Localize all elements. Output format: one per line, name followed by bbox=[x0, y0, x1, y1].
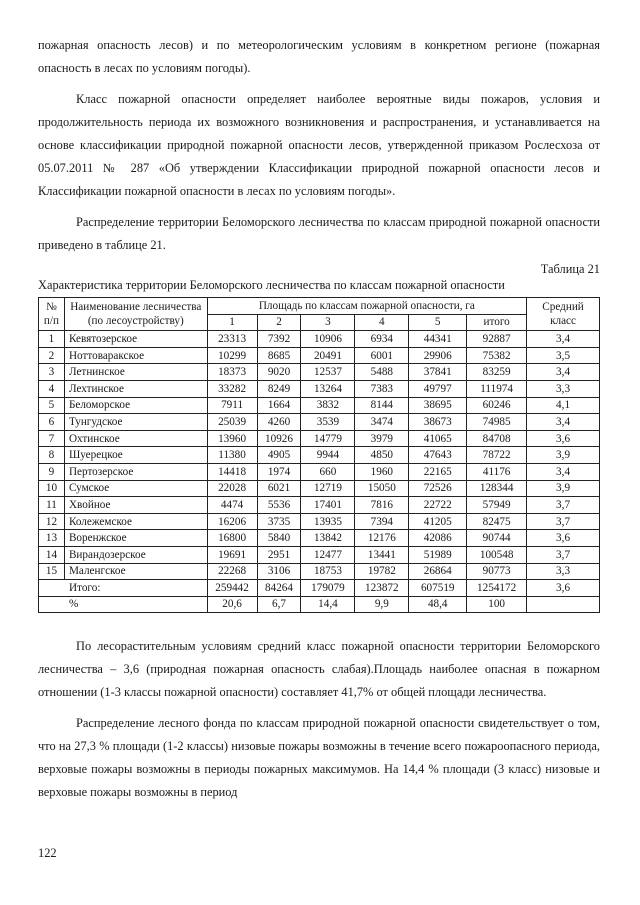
cell-avg: 3,6 bbox=[527, 430, 600, 447]
cell-total: 128344 bbox=[467, 480, 527, 497]
cell-c3: 18753 bbox=[301, 563, 355, 580]
summary-c1: 259442 bbox=[207, 580, 257, 597]
cell-c2: 3735 bbox=[257, 513, 301, 530]
table-row bbox=[39, 530, 600, 547]
paragraph-distribution: Распределение территории Беломорского лесничества по классам природной пожарной опасности приведено в таблице 21. bbox=[38, 215, 600, 252]
cell-c3: 3539 bbox=[301, 414, 355, 431]
table-row bbox=[39, 347, 600, 364]
cell-total: 82475 bbox=[467, 513, 527, 530]
table-row bbox=[39, 397, 600, 414]
cell-c4: 6934 bbox=[355, 331, 409, 348]
forestry-name: Колежемское bbox=[64, 513, 207, 530]
cell-c3: 20491 bbox=[301, 347, 355, 364]
forestry-name: Тунгудское bbox=[64, 414, 207, 431]
cell-c1: 18373 bbox=[207, 364, 257, 381]
summary-c2: 84264 bbox=[257, 580, 301, 597]
paragraph-intro-continuation: пожарная опасность лесов) и по метеорологическим условиям в конкретном регионе (пожарная опасность в лесах по условиям погоды). bbox=[38, 38, 600, 75]
header-forestry-name: Наименование лесничества (по лесоустройству) bbox=[64, 298, 207, 331]
cell-c2: 5840 bbox=[257, 530, 301, 547]
table-row bbox=[39, 546, 600, 563]
cell-total: 74985 bbox=[467, 414, 527, 431]
cell-c2: 4260 bbox=[257, 414, 301, 431]
cell-c3: 3832 bbox=[301, 397, 355, 414]
cell-c1: 4474 bbox=[207, 497, 257, 514]
cell-avg: 3,7 bbox=[527, 546, 600, 563]
row-number: 9 bbox=[39, 463, 65, 480]
table-row bbox=[39, 447, 600, 464]
cell-c3: 14779 bbox=[301, 430, 355, 447]
cell-c2: 7392 bbox=[257, 331, 301, 348]
cell-c1: 25039 bbox=[207, 414, 257, 431]
paragraph-fire-class: Класс пожарной опасности определяет наиболее вероятные виды пожаров, условия и продолжительность периода их возможного возникновения и распространения, и устанавливается на основе классификации природной пожарной опасности лесов, утвержденной приказом Рослесхоза от 05.07.2011 № 287 «Об утверждении Классификации природной пожарной опасности лесов и Классификации пожарной опасности в лесах по условиям погоды». bbox=[38, 92, 600, 198]
cell-c1: 11380 bbox=[207, 447, 257, 464]
header-total: итого bbox=[467, 314, 527, 331]
row-number: 7 bbox=[39, 430, 65, 447]
cell-c3: 13264 bbox=[301, 380, 355, 397]
cell-total: 90744 bbox=[467, 530, 527, 547]
row-number: 15 bbox=[39, 563, 65, 580]
cell-total: 100548 bbox=[467, 546, 527, 563]
cell-c4: 8144 bbox=[355, 397, 409, 414]
header-class-4: 4 bbox=[355, 314, 409, 331]
cell-total: 111974 bbox=[467, 380, 527, 397]
cell-c1: 19691 bbox=[207, 546, 257, 563]
table-row bbox=[39, 480, 600, 497]
row-number: 3 bbox=[39, 364, 65, 381]
summary-total: 1254172 bbox=[467, 580, 527, 597]
cell-c5: 47643 bbox=[409, 447, 467, 464]
table-number: Таблица 21 bbox=[540, 262, 600, 276]
cell-c3: 17401 bbox=[301, 497, 355, 514]
cell-c4: 4850 bbox=[355, 447, 409, 464]
forestry-name: Маленгское bbox=[64, 563, 207, 580]
cell-c3: 12477 bbox=[301, 546, 355, 563]
forestry-name: Беломорское bbox=[64, 397, 207, 414]
cell-c1: 22028 bbox=[207, 480, 257, 497]
cell-avg: 3,3 bbox=[527, 563, 600, 580]
cell-c4: 15050 bbox=[355, 480, 409, 497]
forestry-name: Лехтинское bbox=[64, 380, 207, 397]
cell-c2: 6021 bbox=[257, 480, 301, 497]
cell-c4: 7383 bbox=[355, 380, 409, 397]
cell-c1: 16206 bbox=[207, 513, 257, 530]
cell-avg: 3,4 bbox=[527, 364, 600, 381]
summary-c3: 179079 bbox=[301, 580, 355, 597]
cell-total: 57949 bbox=[467, 497, 527, 514]
cell-c5: 72526 bbox=[409, 480, 467, 497]
cell-avg: 3,7 bbox=[527, 497, 600, 514]
cell-total: 84708 bbox=[467, 430, 527, 447]
cell-c5: 42086 bbox=[409, 530, 467, 547]
cell-avg: 3,9 bbox=[527, 480, 600, 497]
summary-c1: 20,6 bbox=[207, 596, 257, 613]
cell-c2: 1974 bbox=[257, 463, 301, 480]
row-number: 4 bbox=[39, 380, 65, 397]
header-average-class: Средний класс bbox=[527, 298, 600, 331]
cell-c2: 4905 bbox=[257, 447, 301, 464]
cell-c1: 16800 bbox=[207, 530, 257, 547]
table-row bbox=[39, 497, 600, 514]
table-row bbox=[39, 463, 600, 480]
forestry-name: Ноттоваракское bbox=[64, 347, 207, 364]
page-number: 122 bbox=[38, 846, 57, 860]
cell-avg: 3,5 bbox=[527, 347, 600, 364]
cell-c5: 38673 bbox=[409, 414, 467, 431]
cell-c5: 41205 bbox=[409, 513, 467, 530]
cell-c3: 12537 bbox=[301, 364, 355, 381]
cell-avg: 3,4 bbox=[527, 331, 600, 348]
cell-c2: 3106 bbox=[257, 563, 301, 580]
row-number: 1 bbox=[39, 331, 65, 348]
table-row bbox=[39, 513, 600, 530]
header-number: № п/п bbox=[39, 298, 65, 331]
summary-total: 100 bbox=[467, 596, 527, 613]
cell-c2: 9020 bbox=[257, 364, 301, 381]
table-row bbox=[39, 380, 600, 397]
table-row bbox=[39, 563, 600, 580]
cell-c4: 1960 bbox=[355, 463, 409, 480]
cell-c4: 3474 bbox=[355, 414, 409, 431]
cell-c5: 51989 bbox=[409, 546, 467, 563]
cell-c1: 33282 bbox=[207, 380, 257, 397]
table-title: Характеристика территории Беломорского лесничества по классам пожарной опасности bbox=[38, 278, 505, 292]
cell-c5: 41065 bbox=[409, 430, 467, 447]
forestry-name: Охтинское bbox=[64, 430, 207, 447]
table-body bbox=[39, 331, 600, 613]
row-number: 13 bbox=[39, 530, 65, 547]
cell-c4: 7394 bbox=[355, 513, 409, 530]
cell-c1: 13960 bbox=[207, 430, 257, 447]
cell-c1: 14418 bbox=[207, 463, 257, 480]
summary-c3: 14,4 bbox=[301, 596, 355, 613]
header-area-group: Площадь по классам пожарной опасности, га bbox=[207, 298, 526, 315]
forestry-name: Сумское bbox=[64, 480, 207, 497]
cell-avg: 3,7 bbox=[527, 513, 600, 530]
cell-c4: 3979 bbox=[355, 430, 409, 447]
table-total-row bbox=[39, 580, 600, 597]
summary-label: % bbox=[39, 596, 208, 613]
summary-c5: 48,4 bbox=[409, 596, 467, 613]
cell-c3: 13842 bbox=[301, 530, 355, 547]
summary-avg: 3,6 bbox=[527, 580, 600, 597]
cell-c4: 19782 bbox=[355, 563, 409, 580]
header-class-2: 2 bbox=[257, 314, 301, 331]
cell-c4: 7816 bbox=[355, 497, 409, 514]
forestry-name: Вирандозерское bbox=[64, 546, 207, 563]
forestry-name: Кевятозерское bbox=[64, 331, 207, 348]
paragraph-fire-periods: Распределение лесного фонда по классам природной пожарной опасности свидетельствует о том, что на 27,3 % площади (1-2 классы) низовые пожары возможны в течение всего пожароопасного периода, верховые пожары возможны в периоды пожарных максимумов. На 14,4 % площади (3 класс) низовые и верховые пожары возможны в период bbox=[38, 716, 600, 800]
forestry-name: Летнинское bbox=[64, 364, 207, 381]
row-number: 2 bbox=[39, 347, 65, 364]
cell-avg: 3,4 bbox=[527, 414, 600, 431]
cell-avg: 3,9 bbox=[527, 447, 600, 464]
row-number: 10 bbox=[39, 480, 65, 497]
cell-avg: 3,4 bbox=[527, 463, 600, 480]
cell-c1: 23313 bbox=[207, 331, 257, 348]
cell-c1: 10299 bbox=[207, 347, 257, 364]
summary-c4: 9,9 bbox=[355, 596, 409, 613]
header-class-3: 3 bbox=[301, 314, 355, 331]
forestry-name: Пертозерское bbox=[64, 463, 207, 480]
cell-c5: 49797 bbox=[409, 380, 467, 397]
cell-c5: 22165 bbox=[409, 463, 467, 480]
summary-c2: 6,7 bbox=[257, 596, 301, 613]
cell-c3: 10906 bbox=[301, 331, 355, 348]
cell-c4: 12176 bbox=[355, 530, 409, 547]
cell-c3: 660 bbox=[301, 463, 355, 480]
cell-c3: 12719 bbox=[301, 480, 355, 497]
header-class-1: 1 bbox=[207, 314, 257, 331]
summary-avg bbox=[527, 596, 600, 613]
cell-avg: 4,1 bbox=[527, 397, 600, 414]
cell-c3: 9944 bbox=[301, 447, 355, 464]
cell-c5: 22722 bbox=[409, 497, 467, 514]
cell-c2: 1664 bbox=[257, 397, 301, 414]
cell-c2: 8685 bbox=[257, 347, 301, 364]
cell-avg: 3,6 bbox=[527, 530, 600, 547]
row-number: 8 bbox=[39, 447, 65, 464]
cell-c2: 8249 bbox=[257, 380, 301, 397]
table-percent-row bbox=[39, 596, 600, 613]
row-number: 12 bbox=[39, 513, 65, 530]
summary-c5: 607519 bbox=[409, 580, 467, 597]
cell-total: 41176 bbox=[467, 463, 527, 480]
summary-label: Итого: bbox=[39, 580, 208, 597]
paragraph-average-class: По лесорастительным условиям средний класс пожарной опасности территории Беломорского лесничества – 3,6 (природная пожарная опасность слабая).Площадь наиболее опасная в пожарном отношении (1-3 классы пожарной опасности) составляет 41,7% от общей площади лесничества. bbox=[38, 639, 600, 700]
cell-c5: 37841 bbox=[409, 364, 467, 381]
row-number: 14 bbox=[39, 546, 65, 563]
cell-total: 75382 bbox=[467, 347, 527, 364]
table-row bbox=[39, 414, 600, 431]
forestry-name: Шуерецкое bbox=[64, 447, 207, 464]
cell-c4: 6001 bbox=[355, 347, 409, 364]
cell-c4: 13441 bbox=[355, 546, 409, 563]
cell-total: 60246 bbox=[467, 397, 527, 414]
cell-c2: 10926 bbox=[257, 430, 301, 447]
cell-c1: 7911 bbox=[207, 397, 257, 414]
cell-total: 78722 bbox=[467, 447, 527, 464]
document-page bbox=[38, 34, 600, 804]
table-row bbox=[39, 331, 600, 348]
row-number: 6 bbox=[39, 414, 65, 431]
cell-total: 83259 bbox=[467, 364, 527, 381]
forestry-name: Воренжское bbox=[64, 530, 207, 547]
cell-c3: 13935 bbox=[301, 513, 355, 530]
cell-c5: 44341 bbox=[409, 331, 467, 348]
cell-c2: 5536 bbox=[257, 497, 301, 514]
cell-c5: 29906 bbox=[409, 347, 467, 364]
fire-class-table bbox=[38, 297, 600, 613]
cell-total: 92887 bbox=[467, 331, 527, 348]
row-number: 5 bbox=[39, 397, 65, 414]
cell-total: 90773 bbox=[467, 563, 527, 580]
header-class-5: 5 bbox=[409, 314, 467, 331]
cell-c1: 22268 bbox=[207, 563, 257, 580]
cell-c2: 2951 bbox=[257, 546, 301, 563]
row-number: 11 bbox=[39, 497, 65, 514]
cell-c5: 26864 bbox=[409, 563, 467, 580]
summary-c4: 123872 bbox=[355, 580, 409, 597]
table-row bbox=[39, 364, 600, 381]
cell-c5: 38695 bbox=[409, 397, 467, 414]
cell-c4: 5488 bbox=[355, 364, 409, 381]
cell-avg: 3,3 bbox=[527, 380, 600, 397]
forestry-name: Хвойное bbox=[64, 497, 207, 514]
table-row bbox=[39, 430, 600, 447]
